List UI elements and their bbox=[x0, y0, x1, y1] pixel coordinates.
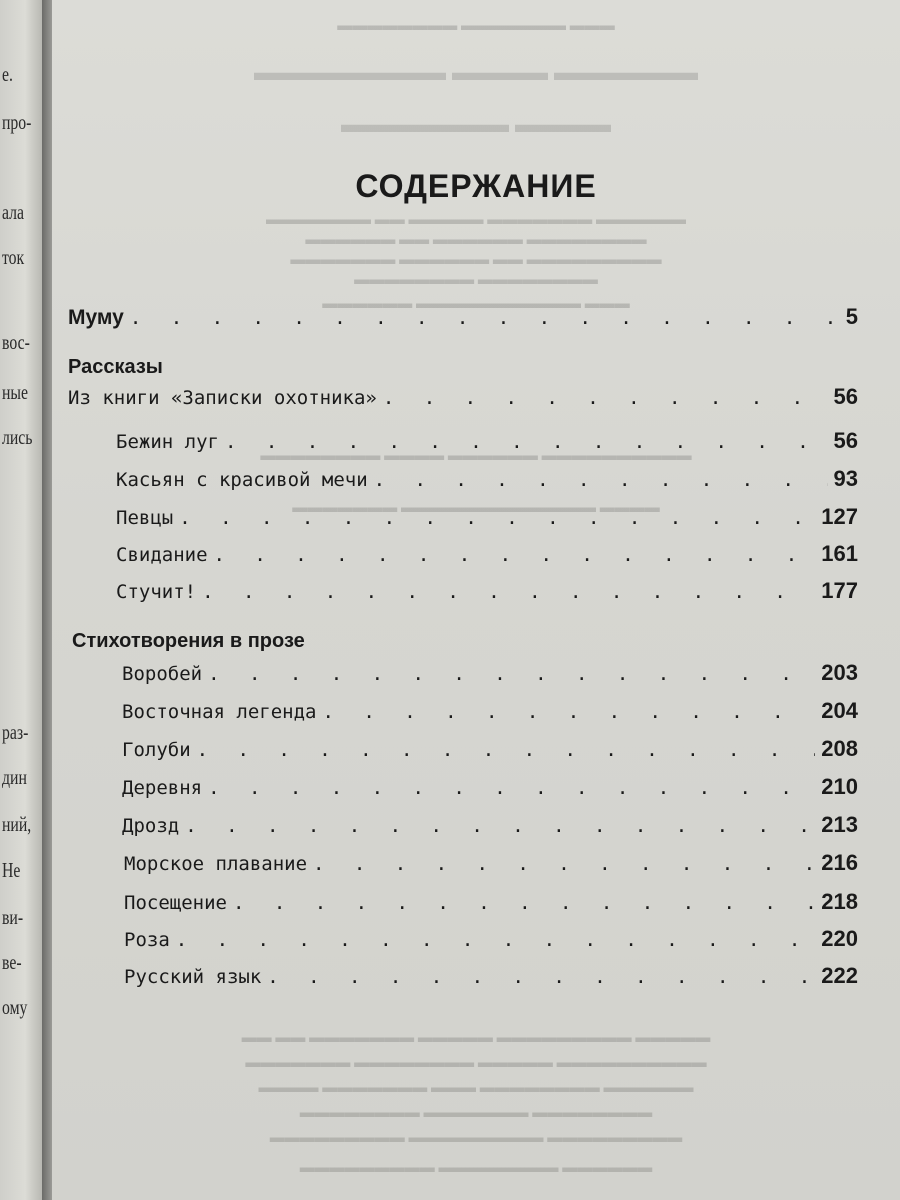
leader-dots bbox=[322, 701, 815, 723]
toc-entry-title: Роза bbox=[124, 929, 170, 951]
toc-entry-page: 93 bbox=[833, 466, 858, 491]
leader-dots bbox=[313, 853, 815, 875]
left-page-fragment: про- bbox=[2, 110, 32, 134]
toc-entry-title: Морское плавание bbox=[124, 853, 308, 875]
toc-entry-title: Стучит! bbox=[116, 581, 197, 603]
left-page-fragment: ому bbox=[2, 995, 28, 1019]
leader-dots bbox=[267, 966, 815, 988]
toc-entry-story bbox=[116, 578, 858, 604]
leader-dots bbox=[374, 469, 828, 491]
toc-entry-story bbox=[116, 466, 858, 492]
left-page-edge bbox=[0, 0, 42, 1200]
toc-entry-poem bbox=[122, 660, 858, 686]
left-page-fragment: вос- bbox=[2, 330, 30, 354]
toc-entry-mumu bbox=[68, 304, 858, 330]
toc-entry-title: Русский язык bbox=[124, 966, 262, 988]
toc-entry-title: Из книги «Записки охотника» bbox=[68, 387, 377, 409]
left-page-fragment: е. bbox=[2, 62, 13, 86]
toc-title: СОДЕРЖАНИЕ bbox=[355, 168, 597, 204]
toc-entry-poem bbox=[122, 774, 858, 800]
leader-dots bbox=[214, 544, 816, 566]
left-page-fragment: ала bbox=[2, 200, 24, 224]
leader-dots bbox=[225, 431, 828, 453]
left-page-fragment: ний, bbox=[2, 812, 32, 836]
toc-entry-poem bbox=[122, 736, 858, 762]
toc-entry-poem bbox=[124, 889, 858, 915]
leader-dots bbox=[185, 815, 815, 837]
toc-entry-page: 5 bbox=[845, 304, 858, 329]
toc-entry-title: Посещение bbox=[124, 892, 227, 914]
toc-entry-page: 208 bbox=[821, 736, 858, 761]
leader-dots bbox=[202, 581, 815, 603]
toc-entry-poem bbox=[124, 926, 858, 952]
left-page-fragment: Не bbox=[2, 858, 21, 882]
left-page-fragment: ные bbox=[2, 380, 29, 404]
left-page-fragment: ви- bbox=[2, 905, 24, 929]
toc-entry-title: Певцы bbox=[116, 507, 174, 529]
toc-entry-poem bbox=[122, 812, 858, 838]
toc-entry-page: 177 bbox=[821, 578, 858, 603]
toc-entry-title: Муму bbox=[68, 306, 124, 329]
leader-dots bbox=[208, 777, 815, 799]
toc-entry-page: 220 bbox=[821, 926, 858, 951]
toc-entry-title: Дрозд bbox=[122, 815, 180, 837]
toc-entry-title: Касьян с красивой мечи bbox=[116, 469, 368, 491]
left-page-fragment: ток bbox=[2, 245, 25, 269]
leader-dots bbox=[179, 507, 815, 529]
leader-dots bbox=[233, 892, 815, 914]
toc-entry-poem bbox=[124, 963, 858, 989]
book-gutter-shadow bbox=[42, 0, 52, 1200]
leader-dots bbox=[197, 739, 816, 761]
toc-entry-page: 161 bbox=[821, 541, 858, 566]
toc-entry-title: Свидание bbox=[116, 544, 208, 566]
toc-entry-story bbox=[116, 504, 858, 530]
toc-entry-poem bbox=[122, 698, 858, 724]
toc-entry-poem bbox=[124, 850, 858, 876]
toc-entry-title: Восточная легенда bbox=[122, 701, 317, 723]
toc-entry-title: Деревня bbox=[122, 777, 203, 799]
toc-entry-page: 204 bbox=[821, 698, 858, 723]
toc-entry-title: Голуби bbox=[122, 739, 191, 761]
toc-entry-page: 213 bbox=[821, 812, 858, 837]
leader-dots bbox=[130, 307, 840, 329]
toc-entry-hunter-notes bbox=[68, 384, 858, 410]
leader-dots bbox=[383, 387, 828, 409]
left-page-fragment: раз- bbox=[2, 720, 29, 744]
left-page-fragment: дин bbox=[2, 765, 27, 789]
toc-entry-page: 56 bbox=[833, 384, 858, 409]
toc-entry-page: 222 bbox=[821, 963, 858, 988]
toc-entry-title: Бежин луг bbox=[116, 431, 219, 453]
toc-entry-page: 216 bbox=[821, 850, 858, 875]
leader-dots bbox=[176, 929, 816, 951]
toc-entry-page: 203 bbox=[821, 660, 858, 685]
left-page-fragment: ве- bbox=[2, 950, 22, 974]
toc-entry-story bbox=[116, 428, 858, 454]
toc-entry-title: Воробей bbox=[122, 663, 203, 685]
leader-dots bbox=[208, 663, 815, 685]
toc-entry-page: 56 bbox=[833, 428, 858, 453]
toc-entry-story bbox=[116, 541, 858, 567]
toc-entry-page: 218 bbox=[821, 889, 858, 914]
toc-entry-page: 210 bbox=[821, 774, 858, 799]
toc-entry-page: 127 bbox=[821, 504, 858, 529]
section-heading-poems: Стихотворения в прозе bbox=[72, 630, 305, 652]
left-page-fragment: лись bbox=[2, 425, 33, 449]
toc-page: ▬▬▬ ▬▬▬▬▬▬▬ ▬▬▬▬▬▬▬▬ ▬▬▬▬▬▬ ▬▬▬▬ ▬▬▬▬▬▬▬▬ ▬▬▬▬ ▬▬▬▬▬▬▬ ▬▬▬▬▬▬ ▬▬▬▬▬▬▬ ▬▬▬▬▬ ▬▬ ▬▬▬▬▬▬▬ ▬▬▬▬▬▬▬▬ ▬▬▬▬▬▬ ▬▬ ▬▬▬▬▬▬ ▬▬▬▬▬▬▬▬▬ ▬▬ ▬▬▬▬▬▬ ▬▬▬▬▬▬▬ ▬▬▬▬▬▬▬▬ ▬▬▬▬▬▬▬▬ ▬▬▬ ▬▬▬▬▬▬▬▬▬▬▬ ▬▬▬▬▬▬ ▬▬▬▬▬▬▬▬▬▬ ▬▬▬▬▬▬ ▬▬▬▬ ▬▬▬▬▬▬▬▬ ▬▬▬▬ ▬▬▬▬▬▬▬▬▬▬▬▬▬ ▬▬▬▬▬▬▬ ▬▬▬▬▬ ▬▬▬▬▬▬▬▬▬ ▬▬▬▬▬ ▬▬▬▬▬▬▬ ▬▬ ▬▬ ▬▬▬▬▬▬▬▬▬▬ ▬▬▬▬▬ ▬▬▬▬▬▬▬▬ ▬▬▬▬▬▬▬ ▬▬▬▬▬▬ ▬▬▬▬▬▬▬▬ ▬▬▬ ▬▬▬▬▬▬▬ ▬▬▬▬ ▬▬▬▬▬▬▬▬ ▬▬▬▬▬▬▬ ▬▬▬▬▬▬▬▬ ▬▬▬▬▬▬▬▬▬ ▬▬▬▬▬▬▬▬▬ ▬▬▬▬▬▬▬▬▬ ▬▬▬▬▬▬ ▬▬▬▬▬▬▬▬ ▬▬▬▬▬▬▬▬▬ СОДЕРЖАНИЕ Муму . . . 5 Рассказы Из книги «Записки охотника» . . . 56 Бежин луг . . . 56 Касьян с красивой мечи . . . 93 Певцы . . . 127 Свидание . . . 161 Стучит! . . . 177 Стихотворения в прозе Воробей . . . 203 Восточная легенда . . . 204 Голуби . . . 208 Деревня . . . 210 Дрозд . . . 213 Морское плавание . . . 216 Посещение . . . 218 Роза . . . 220 Русский язык . . . 222 bbox=[52, 0, 900, 1200]
section-heading-stories: Рассказы bbox=[68, 356, 163, 378]
